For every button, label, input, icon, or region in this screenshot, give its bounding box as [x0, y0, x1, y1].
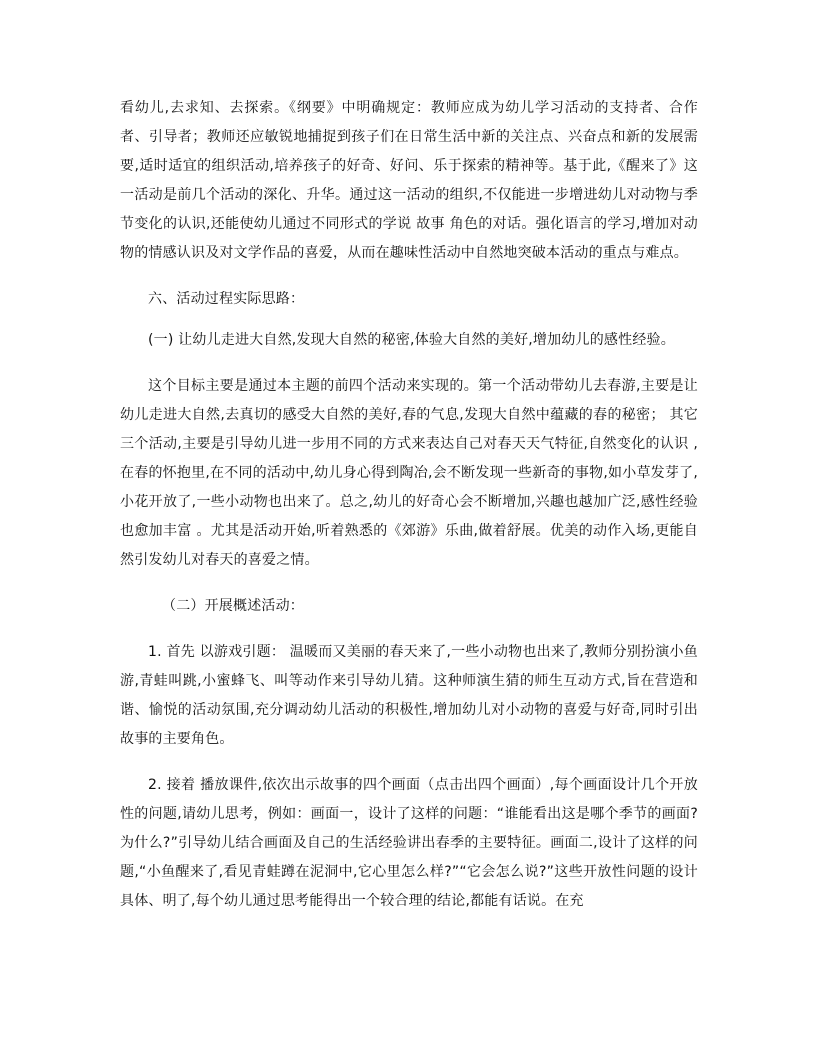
document-body	[120, 94, 698, 916]
subsection-heading-overview: （二）开展概述活动：	[162, 598, 304, 614]
paragraph-step-one: 1. 首先 以游戏引题： 温暖而又美丽的春天来了,一些小动物也出来了,教师分别扮演小鱼游,青蛙叫跳,小蜜蜂飞、叫等动作来引导幼儿猜。这种师演生猜的师生互动方式,旨在营造和谐、愉悦的活动氛围,充分调动幼儿活动的积极性,增加幼儿对小动物的喜爱与好奇,同时引出故事的主要角色。	[120, 644, 698, 747]
section-heading-activity-process: 六、活动过程实际思路：	[148, 291, 305, 307]
paragraph-goal-description: 这个目标主要是通过本主题的前四个活动来实现的。第一个活动带幼儿去春游,主要是让幼儿走进大自然,去真切的感受大自然的美好,春的气息,发现大自然中蕴藏的春的秘密； 其它三个活动,主要是引导幼儿进一步用不同的方式来表达自己对春天天气特征,自然变化的认识 ,在春的怀抱里,在不同的活动中,幼儿身心得到陶冶,会不断发现一些新奇的事物,如小草发芽了,小花开放了,一些小动物也出来了。总之,幼儿的好奇心会不断增加,兴趣也越加广泛,感性经验也愈加丰富 。尤其是活动开始,听着熟悉的《郊游》乐曲,做着舒展。优美的动作入场,更能自然引发幼儿对春天的喜爱之情。	[120, 378, 698, 568]
paragraph-step-two: 2. 接着 播放课件,依次出示故事的四个画面（点击出四个画面）,每个画面设计几个开放性的问题,请幼儿思考，例如：画面一，设计了这样的问题：“谁能看出这是哪个季节的画面?为什么?”引导幼儿结合画面及自己的生活经验讲出春季的主要特征。画面二,设计了这样的问题,“小鱼醒来了,看见青蛙蹲在泥洞中,它心里怎么样?”“它会怎么说?”这些开放性问题的设计具体、明了,每个幼儿通过思考能得出一个较合理的结论,都能有话说。在充	[120, 777, 698, 909]
paragraph-intro: 看幼儿,去求知、去探索。《纲要》中明确规定：教师应成为幼儿学习活动的支持者、合作者、引导者；教师还应敏锐地捕捉到孩子们在日常生活中新的关注点、兴奋点和新的发展需要,适时适宜的组织活动,培养孩子的好奇、好问、乐于探索的精神等。基于此,《醒来了》这一活动是前几个活动的深化、升华。通过这一活动的组织,不仅能进一步增进幼儿对动物与季节变化的认识,还能使幼儿通过不同形式的学说 故事 角色的对话。强化语言的学习,增加对动物的情感认识及对文学作品的喜爱，从而在趣味性活动中自然地突破本活动的重点与难点。	[120, 100, 698, 261]
subsection-heading-nature: (一) 让幼儿走进大自然,发现大自然的秘密,体验大自然的美好,增加幼儿的感性经验。	[148, 332, 675, 348]
